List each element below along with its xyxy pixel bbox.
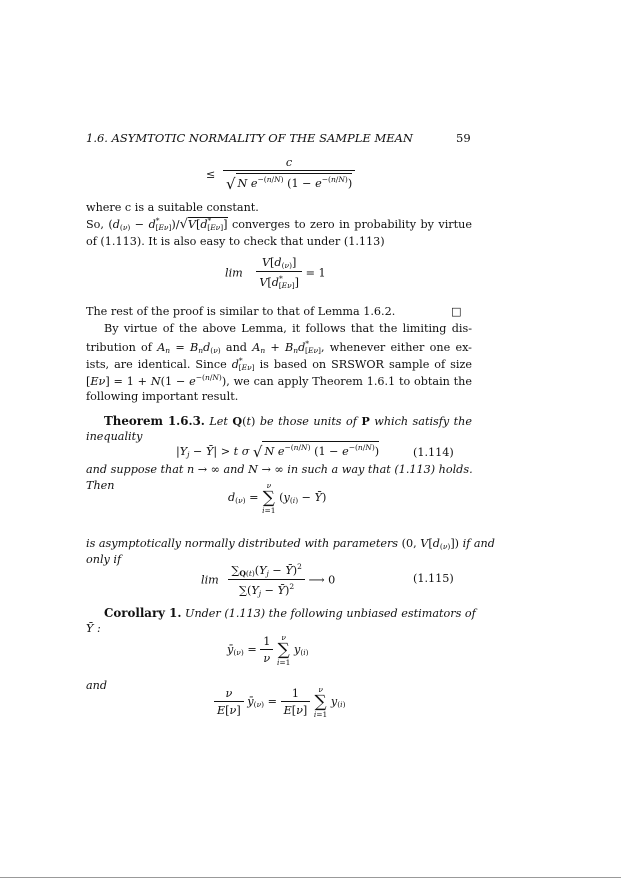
so-line-end: converges to zero in probability by virtue	[231, 218, 472, 231]
ybar-colon: Ȳ :	[86, 622, 101, 635]
sum-equation: $d_{(\nu)}$ = ν ∑ i=1 ($y_{(i)}$ − Ȳ)	[228, 481, 327, 515]
corollary-label: Corollary 1.	[104, 606, 182, 620]
inequality-1114: $|Y_j$ − Ȳ| > t σ √ N $e^{-(n/N)}$ $(1 - e^{-(n/N)})$	[176, 443, 380, 461]
asymptotic-line: is asymptotically normally distributed with parameters (0, $V[d_{(\nu)}]$) if and	[86, 537, 495, 551]
page-number: 59	[456, 131, 471, 145]
eq-number-1115: (1.115)	[413, 572, 454, 585]
paragraph-line-5: following important result.	[86, 390, 239, 403]
paragraph-line-4: $[E\nu] = 1 + N(1 - e^{-(n/N)})$, we can apply Theorem 1.6.1 to obtain the	[86, 373, 473, 388]
limit-ratio-equation: lim $\frac{V[d_{(\nu)}]}{V[d^*_{[E\nu]}]}$ = 1	[225, 256, 326, 290]
rest-of-proof: The rest of the proof is similar to that of Lemma 1.6.2.	[86, 305, 396, 318]
estimator-equation-2: $\frac{\nu}{E[\nu]}$ $ȳ_{(\nu)}$ = $\frac{1}{E[\nu]}$ ν ∑ i=1 $y_{(i)}$	[214, 686, 346, 718]
paragraph-line-3: ists, are identical. Since $d^*_{[E\nu]}$ is based on SRSWOR sample of size	[86, 356, 472, 372]
suppose-line: and suppose that n → ∞ and N → ∞ in such a way that (1.113) holds.	[86, 463, 473, 476]
of-line: of (1.113). It is also easy to check that under (1.113)	[86, 235, 385, 248]
estimator-equation-1: $ȳ_{(\nu)}$ = $\frac{1}{\nu}$ ν ∑ i=1 $y_{(i)}$	[227, 633, 309, 667]
qed-symbol: □	[451, 305, 462, 318]
only-if-words: only if	[86, 553, 122, 566]
eq-number-1114: (1.114)	[413, 446, 454, 459]
theorem-inequality-word: inequality	[86, 430, 143, 443]
limit-equation-1115: lim $\frac{\sum_{Q(t)}(Y_j - Ȳ)^2}{\sum(Y_j - Ȳ)^2}$ ⟶ 0	[201, 562, 336, 598]
theorem-line-1: Theorem 1.6.3. Let Q(t) be those units of P which satisfy the	[104, 414, 473, 428]
bound-equation: ≤ $\frac{c}{√ N e^{-(n/N)} (1 - e^{-(n/N)})}$	[206, 156, 355, 193]
and-word: and	[86, 679, 108, 692]
theorem-label: Theorem 1.6.3.	[104, 414, 205, 428]
where-c-line: where c is a suitable constant.	[86, 201, 259, 214]
paragraph-line-2: tribution of $A_n = B_nd_{(\nu)}$ and $A_n + B_nd^*_{[E\nu]}$, whenever either one ex-	[86, 339, 472, 355]
header-section: 1.6.	[86, 131, 108, 145]
then-word: Then	[86, 479, 115, 492]
so-line: So, $(d_{(\nu)} - d^*_{[E\nu]})/√V[d^*_{[E\nu]}]$ converges to zero in probability by virtue	[86, 216, 472, 232]
corollary-line: Corollary 1. Under (1.113) the following unbiased estimators of	[104, 606, 476, 620]
paragraph-line-1: By virtue of the above Lemma, it follows that the limiting dis-	[104, 322, 472, 335]
header-title: ASYMTOTIC NORMALITY OF THE SAMPLE MEAN	[111, 131, 413, 145]
running-header	[86, 131, 413, 145]
